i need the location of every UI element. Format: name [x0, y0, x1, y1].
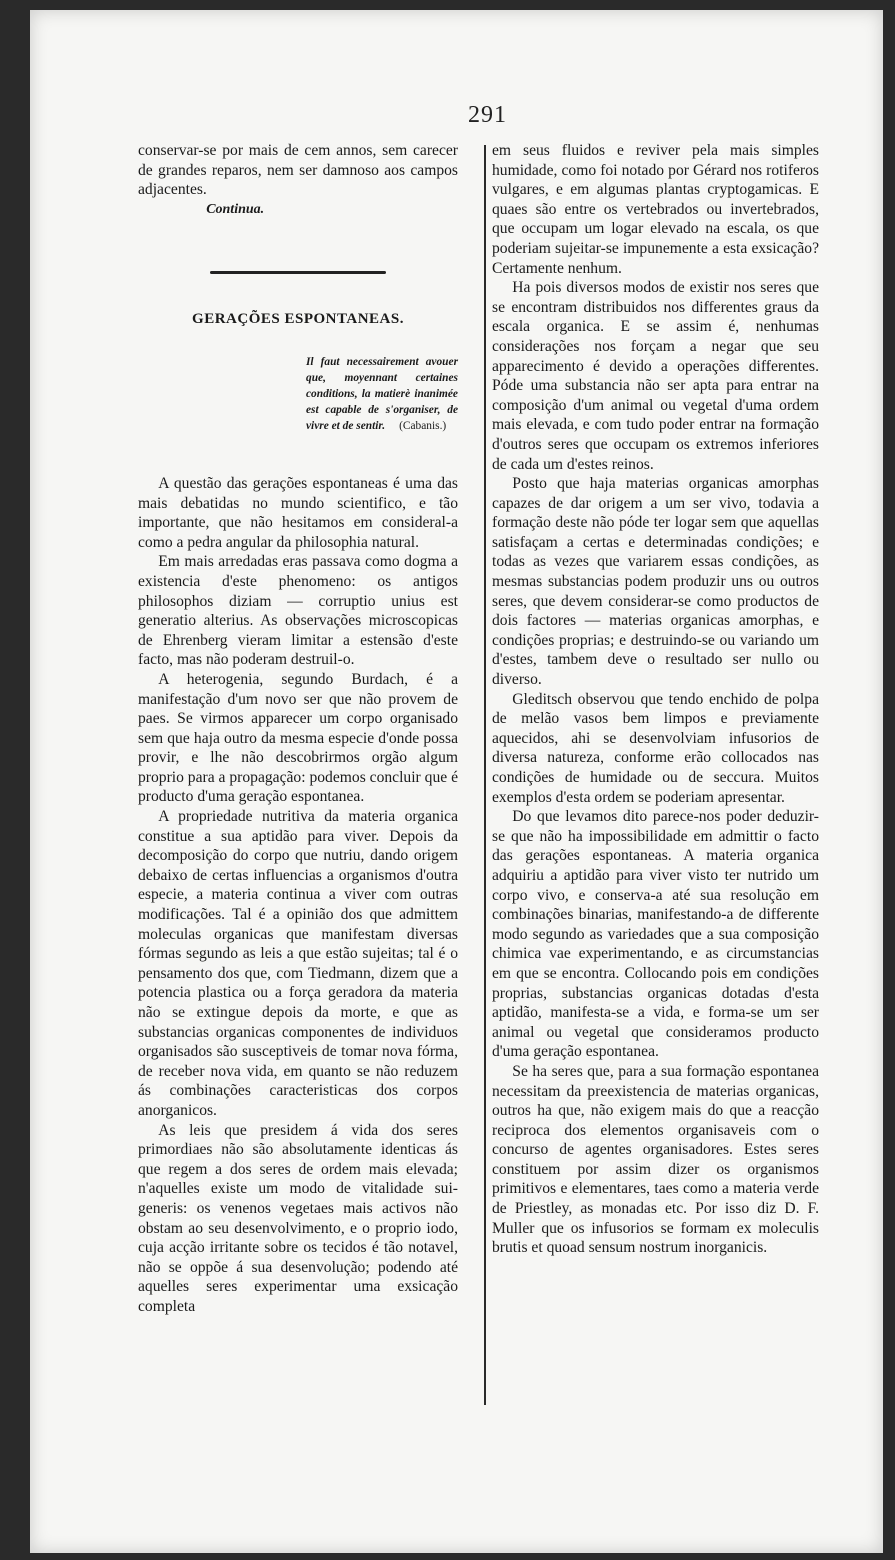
- body-paragraph: Em mais arredadas eras passava como dogma a existencia d'este phenomeno: os antigos philosophos diziam — corruptio unius est generatio alterius. As observações microscopicas de Ehrenberg vieram limitar a estensão d'este facto, mas não poderam destruil-o.: [138, 553, 458, 669]
- body-paragraph: As leis que presidem á vida dos seres primordiaes não são absolutamente identicas ás que regem a dos seres de ordem mais elevada; n'aquelles existe um modo de vitalidade sui-generis: os venenos vegetaes mais activos não obstam ao seu desenvolvimento, e o proprio iodo, cuja acção irritante sobre os tecidos é tão notavel, não se oppõe á sua desenvolução; podendo até aquelles seres experimentar uma exsicação completa: [138, 1121, 458, 1315]
- epigraph-text: Il faut necessairement avouer que, moyennant certaines conditions, la matierè inanimée est capable de s'organiser, de vivre et de sentir.: [306, 355, 458, 432]
- article-heading: GERAÇÕES ESPONTANEAS.: [192, 311, 404, 328]
- body-paragraph: Se ha seres que, para a sua formação espontanea necessitam da preexistencia de materias organicas, outros ha que, não exigem mais do que a reacção reciproca dos elementos organisaveis com o concurso de agentes organisadores. Estes seres constituem por assim dizer os organismos primitivos e elementares, taes como a materia verde de Priestley, as monadas etc. Por isso diz D. F. Muller que os infusorios se formam ex moleculis brutis et quoad sensum nostrum inorganicis.: [492, 1062, 819, 1257]
- book-page: [30, 10, 883, 1553]
- column-divider: [484, 145, 486, 1405]
- epigraph-source: (Cabanis.): [399, 419, 447, 432]
- epigraph: [306, 354, 458, 434]
- right-column: [492, 141, 819, 1258]
- body-paragraph: Do que levamos dito parece-nos poder deduzir-se que não ha impossibilidade em admittir o facto das gerações espontaneas. A materia organica adquiriu a aptidão para viver visto ter nutrido um corpo vivo, e conserva-a até sua resolução em combinações binarias, manifestando-a de differente modo segundo as variedades que a sua composição chimica vae experimentando, e as circumstancias em que se encontra. Collocando pois em condições proprias, substancias organicas dotadas d'esta aptidão, manifesta-se a vida, e forma-se um ser animal ou vegetal que consideramos producto d'uma geração espontanea.: [492, 808, 819, 1061]
- body-paragraph: Ha pois diversos modos de existir nos seres que se encontram distribuidos nos differentes graus da escala organica. E se assim é, nenhumas considerações nos forçam a negar que seu apparecimento é devido a operações differentes. Póde uma substancia não ser apta para entrar na composição d'um animal ou vegetal d'uma ordem mais elevada, e com tudo poder entrar na formação d'outros seres que occupam os extremos inferiores de cada um d'estes reinos.: [492, 279, 819, 473]
- body-paragraph: A heterogenia, segundo Burdach, é a manifestação d'um novo ser que não provem de paes. Se virmos apparecer um corpo organisado sem que haja outro da mesma especie d'onde possa provir, e lhe não descobrirmos orgão algum proprio para a propagação: podemos concluir que é producto d'uma geração espontanea.: [138, 670, 458, 806]
- section-separator: [210, 271, 386, 274]
- body-paragraph: A propriedade nutritiva da materia organica constitue a sua aptidão para viver. Depois da decomposição do corpo que nutriu, dando origem debaixo de certas influencias a organismos d'outra especie, a materia continua a viver com outras modificações. Tal é a opinião dos que admittem moleculas organicas que manifestam diversas fórmas segundo as leis a que estão sujeitas; tal é o pensamento dos que, com Tiedmann, dizem que a potencia plastica ou a força geradora da materia não se extingue depois da morte, e que as substancias organicas componentes de individuos organisados são susceptiveis de tomar nova fórma, de receber nova vida, em quanto se não reduzem ás combinações caracteristicas dos corpos anorganicos.: [138, 808, 458, 1119]
- intro-paragraph: conservar-se por mais de cem annos, sem carecer de grandes reparos, nem ser damnoso aos campos adjacentes.: [138, 142, 458, 199]
- continua-label: Continua.: [206, 201, 265, 217]
- body-paragraph: em seus fluidos e reviver pela mais simples humidade, como foi notado por Gérard nos rotiferos vulgares, e em algumas plantas cryptogamicas. E quaes são entre os vertebrados ou invertebrados, que occupam um logar elevado na escala, os que poderiam sujeitar-se impunemente a esta exsicação? Certamente nenhum.: [492, 142, 819, 277]
- left-column: [138, 141, 458, 1317]
- body-paragraph: Posto que haja materias organicas amorphas capazes de dar origem a um ser vivo, todavia a formação deste não póde ter logar sem que aquellas satisfaçam a certas e determinadas condições; e todas as vezes que variarem essas condições, as mesmas substancias podem produzir uns ou outros seres, que devem considerar-se como productos de dois factores — materias organicas amorphas, e condições proprias; e destruindo-se ou variando um d'estes, tambem deve o resultado ser nullo ou diverso.: [492, 475, 819, 689]
- page-number: 291: [468, 102, 507, 128]
- body-paragraph: Gleditsch observou que tendo enchido de polpa de melão vasos bem limpos e previamente aquecidos, ahi se desenvolviam infusorios de diversa natureza, conforme erão collocados nas condições de humidade ou de seccura. Muitos exemplos d'esta ordem se poderiam apresentar.: [492, 690, 819, 806]
- body-paragraph: A questão das gerações espontaneas é uma das mais debatidas no mundo scientifico, e tão importante, que não hesitamos em consideral-a como a pedra angular da philosophia natural.: [138, 474, 458, 551]
